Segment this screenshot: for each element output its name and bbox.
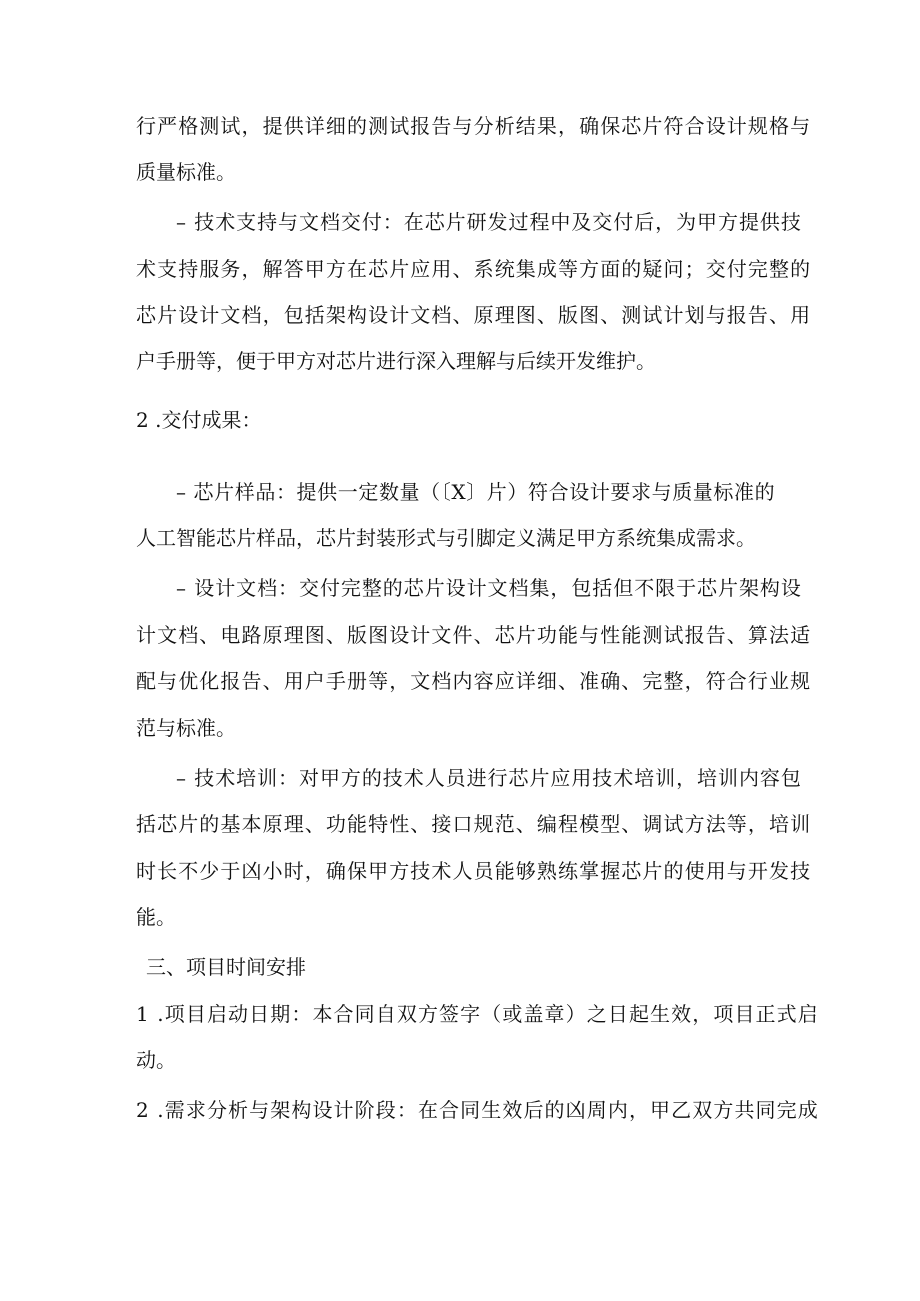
paragraph-line: – 技术支持与文档交付：在芯片研发过程中及交付后，为甲方提供技 [176,210,802,234]
paragraph-line: 户手册等，便于甲方对芯片进行深入理解与后续开发维护。 [136,349,656,373]
paragraph-line: 人工智能芯片样品，芯片封装形式与引脚定义满足甲方系统集成需求。 [136,526,756,550]
paragraph-line: 能。 [136,905,176,929]
paragraph-line: 1 .项目启动日期：本合同自双方签字（或盖章）之日起生效，项目正式启 [136,1002,819,1026]
paragraph-line: 芯片设计文档，包括架构设计文档、原理图、版图、测试计划与报告、用 [136,303,812,327]
paragraph-line: 括芯片的基本原理、功能特性、接口规范、编程模型、调试方法等，培训 [136,812,812,836]
paragraph-line: 质量标准。 [136,160,236,184]
paragraph-line: – 技术培训：对甲方的技术人员进行芯片应用技术培训，培训内容包 [176,766,802,790]
section-heading: 2 .交付成果： [136,408,262,432]
paragraph-line: 行严格测试，提供详细的测试报告与分析结果，确保芯片符合设计规格与 [136,114,812,138]
paragraph-line: 时长不少于凶小时，确保甲方技术人员能够熟练掌握芯片的使用与开发技 [136,859,812,883]
paragraph-line: 术支持服务，解答甲方在芯片应用、系统集成等方面的疑问；交付完整的 [136,257,812,281]
paragraph-line: 2 .需求分析与架构设计阶段：在合同生效后的凶周内，甲乙双方共同完成 [136,1098,819,1122]
paragraph-line: 计文档、电路原理图、版图设计文件、芯片功能与性能测试报告、算法适 [136,623,812,647]
paragraph-line: – 芯片样品：提供一定数量（〔X〕片）符合设计要求与质量标准的 [176,480,776,504]
paragraph-line: 范与标准。 [136,716,236,740]
section-heading: 三、项目时间安排 [146,955,306,979]
paragraph-line: – 设计文档：交付完整的芯片设计文档集，包括但不限于芯片架构设 [176,576,802,600]
paragraph-line: 配与优化报告、用户手册等，文档内容应详细、准确、完整，符合行业规 [136,669,812,693]
paragraph-line: 动。 [136,1048,176,1072]
